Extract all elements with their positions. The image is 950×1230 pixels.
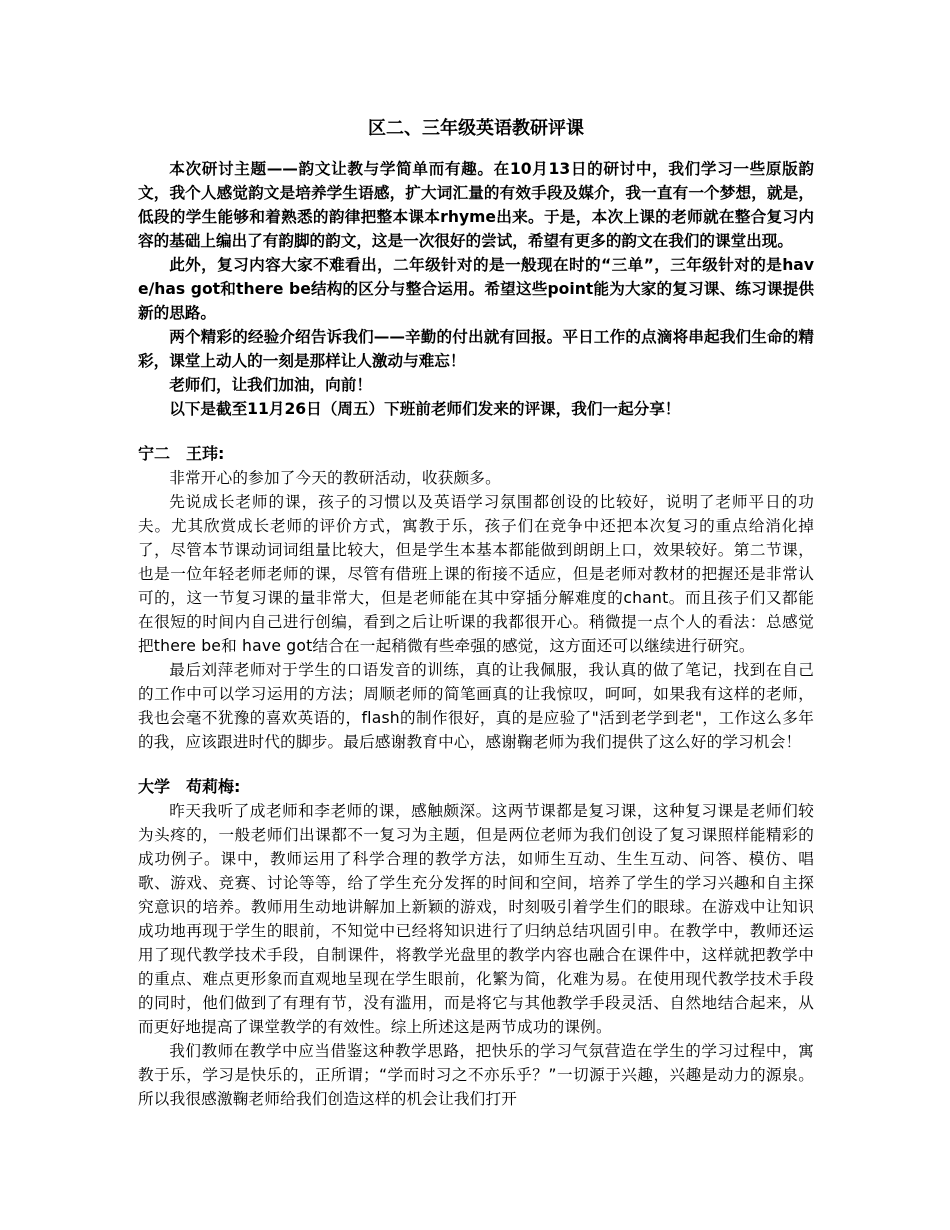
review-gou-paragraph-1: 昨天我听了成老师和李老师的课，感触颇深。这两节课都是复习课，这种复习课是老师们较为头疼的，一般老师们出课都不一复习为主题，但是两位老师为我们创设了复习课照样能精彩的成功例子。课中，教师运用了科学合理的教学方法，如师生互动、生生互动、问答、模仿、唱歌、游戏、竞赛、讨论等等，给了学生充分发挥的时间和空间，培养了学生的学习兴趣和自主探究意识的培养。教师用生动地讲解加上新颖的游戏，时刻吸引着学生们的眼球。在游戏中让知识成功地再现于学生的眼前，不知觉中已经将知识进行了归纳总结巩固引申。在教学中，教师还运用了现代教学技术手段，自制课件，将教学光盘里的教学内容也融合在课件中，这样就把教学中的重点、难点更形象而直观地呈现在学生眼前，化繁为简，化难为易。在使用现代教学技术手段的同时，他们做到了有理有节，没有滥用，而是将它与其他教学手段灵活、自然地结合起来，从而更好地提高了课堂教学的有效性。综上所述这是两节成功的课例。 [138, 802, 814, 1036]
intro-paragraph-4: 老师们，让我们加油，向前！ [169, 376, 372, 394]
intro-paragraph-1: 本次研讨主题——韵文让教与学简单而有趣。在10月13日的研讨中，我们学习一些原版韵文，我个人感觉韵文是培养学生语感，扩大词汇量的有效手段及媒介，我一直有一个梦想，就是，低段的学生能够和着熟悉的韵律把整本课本rhyme出来。于是，本次上课的老师就在整合复习内容的基础上编出了有韵脚的韵文，这是一次很好的尝试，希望有更多的韵文在我们的课堂出现。 [138, 160, 814, 250]
intro-paragraph-3: 两个精彩的经验介绍告诉我们——辛勤的付出就有回报。平日工作的点滴将串起我们生命的精彩，课堂上动人的一刻是那样让人激动与难忘！ [138, 328, 814, 370]
section-spacer [138, 754, 814, 775]
document-title: 区二、三年级英语教研评课 [368, 118, 584, 139]
review-gou-paragraph-2: 我们教师在教学中应当借鉴这种教学思路，把快乐的学习气氛营造在学生的学习过程中，寓教于乐，学习是快乐的，正所谓；“学而时习之不亦乐乎？”一切源于兴趣，兴趣是动力的源泉。所以我很感激鞠老师给我们创造这样的机会让我们打开 [138, 1042, 814, 1108]
review-author-gou: 大学 苟莉梅: [138, 777, 241, 796]
section-spacer [138, 421, 814, 442]
review-wang-paragraph-2: 先说成长老师的课，孩子的习惯以及英语学习氛围都创设的比较好，说明了老师平日的功夫。尤其欣赏成长老师的评价方式，寓教于乐，孩子们在竞争中还把本次复习的重点给消化掉了，尽管本节课动词词组量比较大，但是学生本基本都能做到朗朗上口，效果较好。第二节课，也是一位年轻老师老师的课，尽管有借班上课的衔接不适应，但是老师对教材的把握还是非常认可的，这一节复习课的量非常大，但是老师能在其中穿插分解难度的chant。而且孩子们又都能在很短的时间内自己进行创编，看到之后让听课的我都很开心。稍微提一点个人的看法：总感觉把there be和 have got结合在一起稍微有些牵强的感觉，这方面还可以继续进行研究。 [138, 493, 814, 655]
review-wang-paragraph-1: 非常开心的参加了今天的教研活动，收获颇多。 [169, 469, 501, 487]
intro-paragraph-2: 此外，复习内容大家不难看出，二年级针对的是一般现在时的“三单”，三年级针对的是have/has got和there be结构的区分与整合运用。希望这些point能为大家的复习课、练习课提供新的思路。 [138, 256, 814, 322]
review-wang-paragraph-3: 最后刘萍老师对于学生的口语发音的训练，真的让我佩服，我认真的做了笔记，找到在自己的工作中可以学习运用的方法；周顺老师的简笔画真的让我惊叹，呵呵，如果我有这样的老师，我也会毫不犹豫的喜欢英语的，flash的制作很好，真的是应验了"活到老学到老"，工作这么多年的我，应该跟进时代的脚步。最后感谢教育中心，感谢鞠老师为我们提供了这么好的学习机会！ [138, 661, 814, 751]
document-page [138, 118, 814, 1111]
intro-paragraph-5: 以下是截至11月26日（周五）下班前老师们发来的评课，我们一起分享！ [169, 400, 681, 418]
review-author-wang: 宁二 王玮: [138, 444, 225, 463]
